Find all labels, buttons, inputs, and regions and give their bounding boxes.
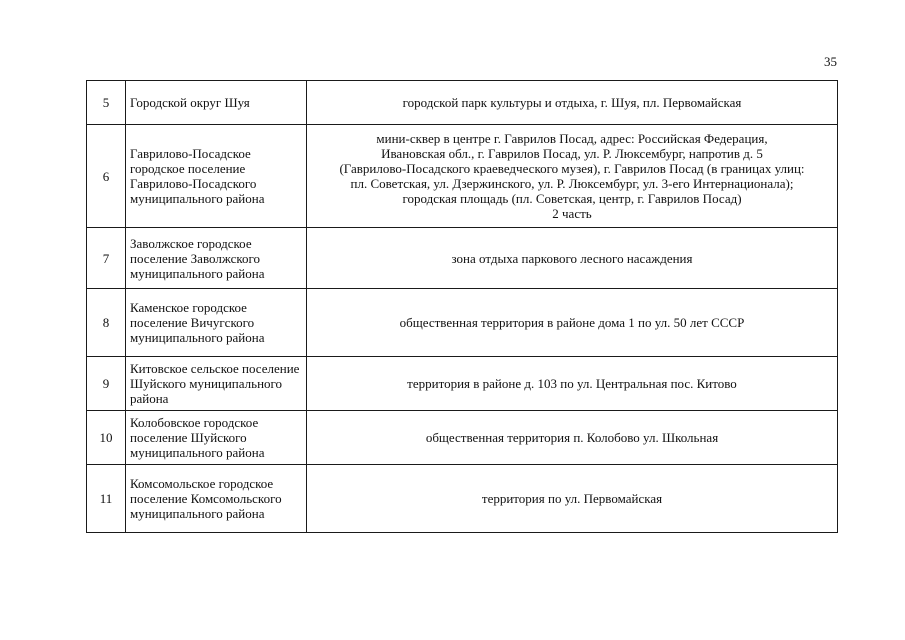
row-number: 10	[87, 411, 126, 465]
row-number: 7	[87, 228, 126, 289]
municipality-name: Каменское городское поселение Вичугского муниципального района	[126, 289, 307, 357]
description-line: городской парк культуры и отдыха, г. Шуя, пл. Первомайская	[402, 95, 742, 110]
page-number: 35	[824, 54, 837, 69]
description-line: 2 часть	[552, 206, 592, 221]
territory-description	[307, 411, 838, 465]
row-number: 5	[87, 81, 126, 125]
description-line: (Гаврилово-Посадского краеведческого музея), г. Гаврилов Посад (в границах улиц:	[339, 161, 805, 176]
table-row	[87, 289, 838, 357]
municipality-name: Китовское сельское поселение Шуйского муниципального района	[126, 357, 307, 411]
table-row	[87, 125, 838, 228]
territory-table	[86, 80, 838, 533]
description-line: городская площадь (пл. Советская, центр, г. Гаврилов Посад)	[402, 191, 742, 206]
table-row	[87, 411, 838, 465]
row-number: 8	[87, 289, 126, 357]
municipality-name: Заволжское городское поселение Заволжского муниципального района	[126, 228, 307, 289]
row-number: 6	[87, 125, 126, 228]
description-line: территория в районе д. 103 по ул. Центральная пос. Китово	[407, 376, 737, 391]
table-row	[87, 465, 838, 533]
description-line: зона отдыха паркового лесного насаждения	[451, 250, 693, 266]
municipality-name: Комсомольское городское поселение Комсомольского муниципального района	[126, 465, 307, 533]
territory-description	[307, 289, 838, 357]
row-number: 11	[87, 465, 126, 533]
description-line: Ивановская обл., г. Гаврилов Посад, ул. Р. Люксембург, напротив д. 5	[381, 146, 763, 161]
territory-description	[307, 125, 838, 228]
municipality-name: Городской округ Шуя	[126, 81, 307, 125]
table-row	[87, 228, 838, 289]
territory-description	[307, 81, 838, 125]
territory-description	[307, 465, 838, 533]
territory-description	[307, 357, 838, 411]
municipality-name: Гаврилово-Посадское городское поселение Гаврилово-Посадского муниципального района	[126, 125, 307, 228]
description-line: мини-сквер в центре г. Гаврилов Посад, адрес: Российская Федерация,	[376, 131, 768, 146]
description-line: территория по ул. Первомайская	[481, 491, 663, 506]
description-line: общественная территория п. Колобово ул. Школьная	[425, 430, 719, 445]
territory-description	[307, 228, 838, 289]
description-line: пл. Советская, ул. Дзержинского, ул. Р. Люксембург, ул. 3-его Интернационала);	[350, 176, 794, 191]
description-line: общественная территория в районе дома 1 по ул. 50 лет СССР	[399, 315, 745, 330]
row-number: 9	[87, 357, 126, 411]
table-row	[87, 357, 838, 411]
table-row	[87, 81, 838, 125]
municipality-name: Колобовское городское поселение Шуйского муниципального района	[126, 411, 307, 465]
